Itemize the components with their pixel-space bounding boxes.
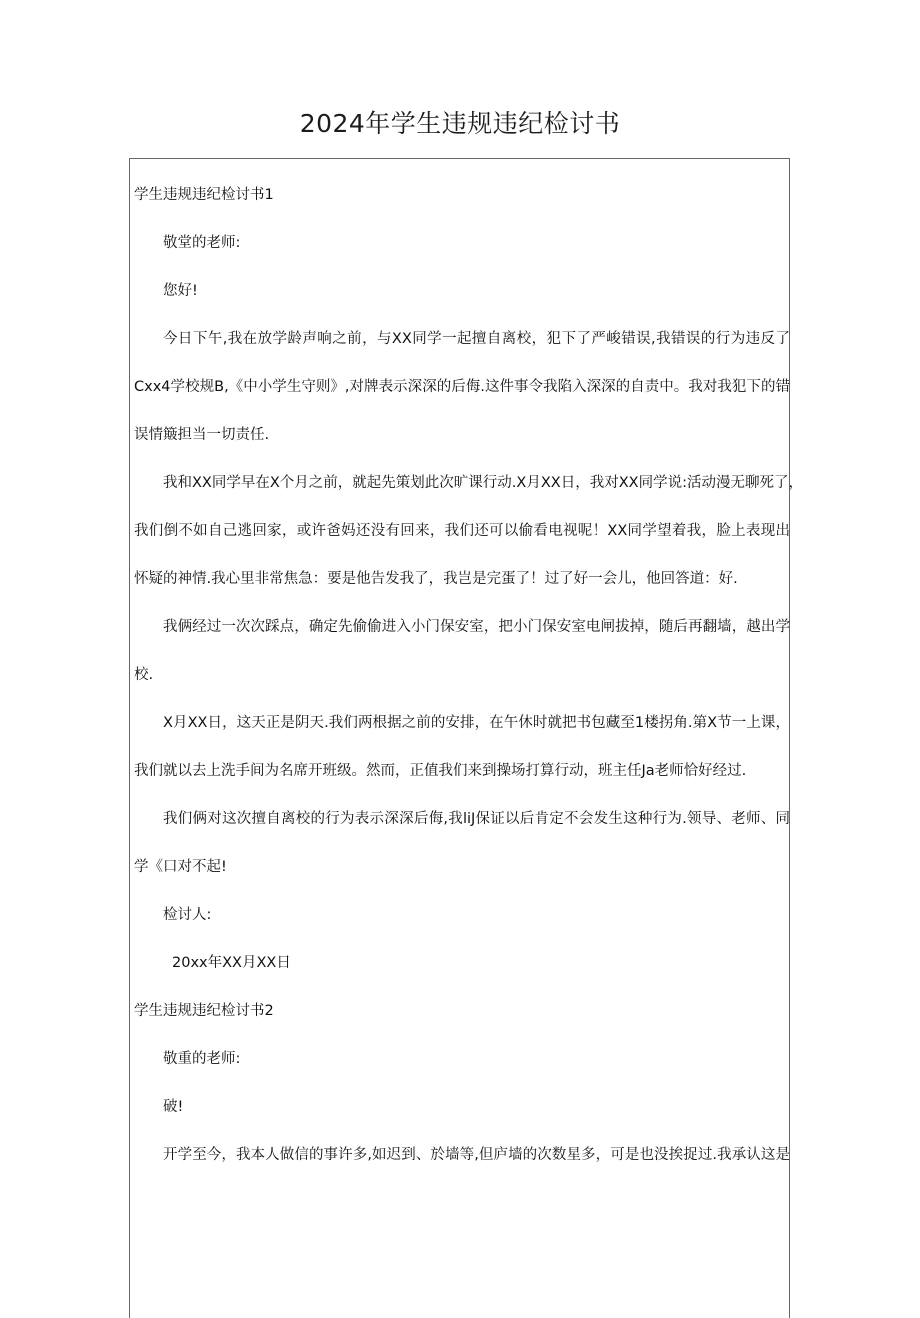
greeting-2: 破!: [163, 1099, 184, 1115]
paragraph-line: Cxx4学校规B,《中小学生守则》,对牌表示深深的后侮.这件事令我陷入深深的自责中。我对我犯下的错: [134, 379, 790, 395]
signature-date: 20xx年XX月XX日: [172, 955, 291, 971]
section-heading-1: 学生违规违纪检讨书1: [134, 187, 274, 203]
paragraph-line: 我们就以去上洗手间为名席开班级。然而，正值我们来到操场打算行动，班主任Ja老师恰好经过.: [134, 763, 747, 779]
paragraph-line: 怀疑的神情.我心里非常焦急：要是他告发我了，我岂是完蛋了！过了好一会儿，他回答道：好.: [134, 571, 738, 587]
paragraph-line: 今日下午,我在放学龄声响之前，与XX同学一起擅自离校，犯下了严峻错误,我错误的行为违反了: [163, 331, 790, 347]
greeting-1: 您好!: [163, 283, 198, 299]
paragraph-line: 校.: [134, 667, 154, 683]
paragraph-line: 我们倒不如自己逃回家，或许爸妈还没有回来，我们还可以偷看电视呢！XX同学望着我，脸上表现出: [134, 523, 790, 539]
paragraph-line: 开学至今，我本人做信的事许多,如迟到、於墙等,但庐墙的次数星多，可是也没挨捉过.我承认这是: [163, 1147, 790, 1163]
salutation-2: 敬重的老师:: [163, 1051, 241, 1067]
paragraph-line: 我俩经过一次次踩点，确定先偷偷进入小门保安室，把小门保安室电闸拔掉，随后再翻墙，越出学: [163, 619, 790, 635]
signature-label: 检讨人:: [163, 907, 212, 923]
section-heading-2: 学生违规违纪检讨书2: [134, 1003, 274, 1019]
paragraph-line: X月XX日，这天正是阴天.我们两根据之前的安排，在午休时就把书包藏至1楼拐角.第X节一上课，: [163, 715, 790, 731]
paragraph-line: 我们俩对这次擅自离校的行为表示深深后侮,我liJ保证以后肯定不会发生这种行为.领导、老师、同: [163, 811, 790, 827]
document-title: 2024年学生违规违纪检讨书: [299, 109, 621, 138]
salutation-1: 敬堂的老师:: [163, 235, 241, 251]
paragraph-line: 学《口对不起!: [134, 859, 227, 875]
paragraph-line: 误情簸担当一切责任.: [134, 427, 270, 443]
paragraph-line: 我和XX同学早在X个月之前，就起先策划此次旷课行动.X月XX日，我对XX同学说:活动漫无聊死了，: [163, 475, 803, 491]
